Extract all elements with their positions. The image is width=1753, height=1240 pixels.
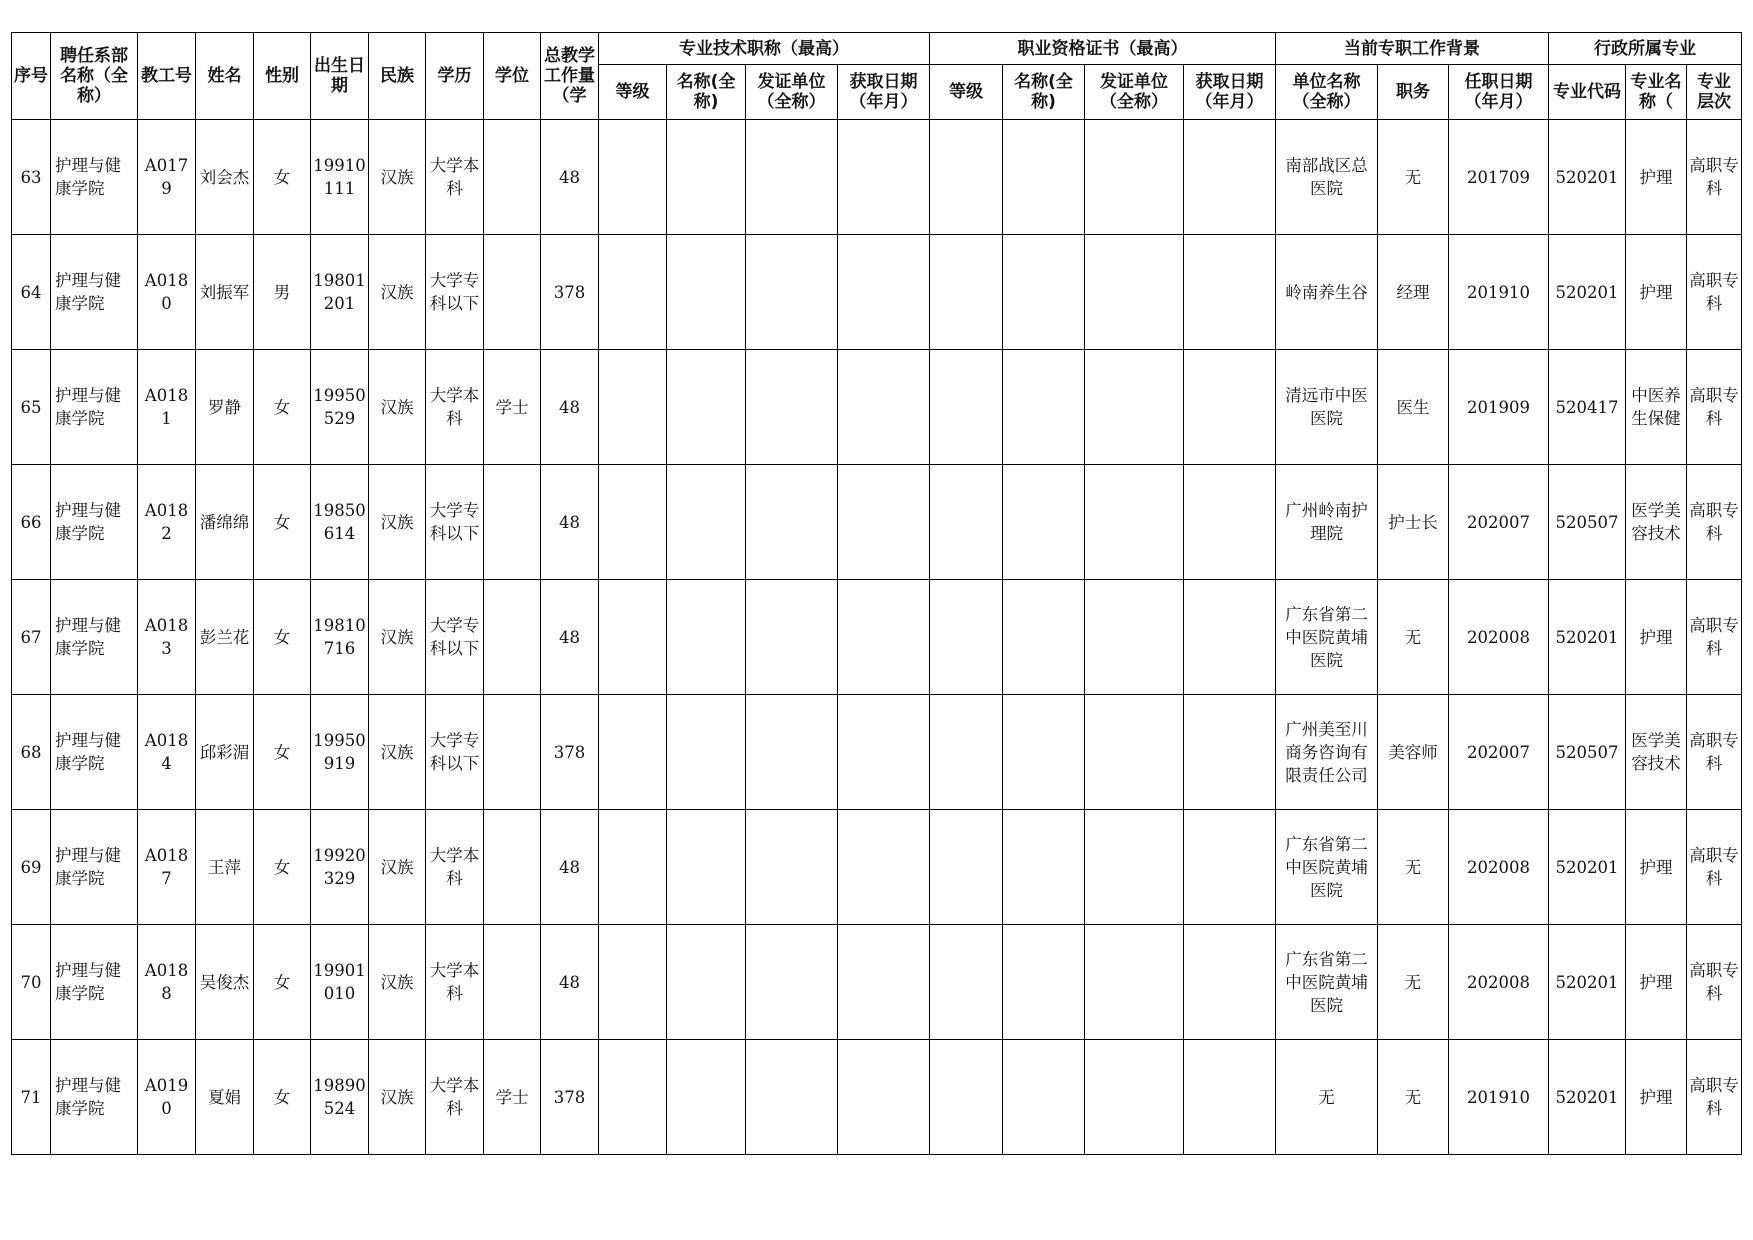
col-idx-header: 序号 bbox=[12, 33, 51, 120]
row-title-issuer-cell bbox=[746, 925, 838, 1040]
table-row bbox=[12, 465, 1742, 580]
row-major-code-cell: 520201 bbox=[1549, 580, 1626, 695]
row-major-code-cell: 520201 bbox=[1549, 810, 1626, 925]
row-workload-cell: 48 bbox=[541, 120, 599, 235]
row-birth-cell: 19910111 bbox=[311, 120, 369, 235]
row-title-issuer-cell bbox=[746, 695, 838, 810]
col-education-header: 学历 bbox=[426, 33, 484, 120]
row-job-post-cell: 无 bbox=[1378, 120, 1449, 235]
row-gender-cell: 女 bbox=[254, 810, 311, 925]
row-cert-level-cell bbox=[930, 695, 1003, 810]
row-dept-cell: 护理与健康学院 bbox=[51, 465, 138, 580]
row-major-level-cell: 高职专科 bbox=[1687, 580, 1742, 695]
row-birth-cell: 19920329 bbox=[311, 810, 369, 925]
row-job-unit-cell: 广东省第二中医院黄埔医院 bbox=[1276, 580, 1378, 695]
col-job-date-header: 任职日期（年月） bbox=[1449, 65, 1549, 120]
col-cert-issuer-header: 发证单位（全称） bbox=[1085, 65, 1184, 120]
row-staff-no-cell: A0190 bbox=[138, 1040, 196, 1155]
row-job-date-cell: 201709 bbox=[1449, 120, 1549, 235]
row-staff-no-cell: A0187 bbox=[138, 810, 196, 925]
row-major-name-cell: 护理 bbox=[1626, 580, 1687, 695]
col-cert-name-header: 名称(全称) bbox=[1003, 65, 1085, 120]
row-title-level-cell bbox=[599, 695, 667, 810]
row-cert-date-cell bbox=[1184, 465, 1276, 580]
row-job-post-cell: 经理 bbox=[1378, 235, 1449, 350]
col-title-level-header: 等级 bbox=[599, 65, 667, 120]
row-major-level-cell: 高职专科 bbox=[1687, 1040, 1742, 1155]
row-job-post-cell: 医生 bbox=[1378, 350, 1449, 465]
row-cert-name-cell bbox=[1003, 810, 1085, 925]
row-name-cell: 彭兰花 bbox=[196, 580, 254, 695]
row-education-cell: 大学本科 bbox=[426, 925, 484, 1040]
table-row bbox=[12, 925, 1742, 1040]
row-gender-cell: 女 bbox=[254, 350, 311, 465]
row-title-level-cell bbox=[599, 580, 667, 695]
row-major-code-cell: 520507 bbox=[1549, 465, 1626, 580]
row-job-unit-cell: 广东省第二中医院黄埔医院 bbox=[1276, 810, 1378, 925]
row-cert-date-cell bbox=[1184, 925, 1276, 1040]
row-job-unit-cell: 岭南养生谷 bbox=[1276, 235, 1378, 350]
row-gender-cell: 女 bbox=[254, 580, 311, 695]
row-job-post-cell: 无 bbox=[1378, 810, 1449, 925]
row-idx-cell: 63 bbox=[12, 120, 51, 235]
row-cert-name-cell bbox=[1003, 235, 1085, 350]
row-job-date-cell: 201910 bbox=[1449, 1040, 1549, 1155]
row-title-level-cell bbox=[599, 810, 667, 925]
row-cert-level-cell bbox=[930, 925, 1003, 1040]
row-name-cell: 潘绵绵 bbox=[196, 465, 254, 580]
row-cert-issuer-cell bbox=[1085, 580, 1184, 695]
row-education-cell: 大学本科 bbox=[426, 120, 484, 235]
table-row bbox=[12, 810, 1742, 925]
row-workload-cell: 48 bbox=[541, 350, 599, 465]
row-staff-no-cell: A0181 bbox=[138, 350, 196, 465]
row-major-name-cell: 护理 bbox=[1626, 235, 1687, 350]
row-title-level-cell bbox=[599, 350, 667, 465]
row-cert-date-cell bbox=[1184, 120, 1276, 235]
row-ethnicity-cell: 汉族 bbox=[369, 695, 426, 810]
row-title-date-cell bbox=[838, 1040, 930, 1155]
row-job-unit-cell: 广东省第二中医院黄埔医院 bbox=[1276, 925, 1378, 1040]
row-title-date-cell bbox=[838, 120, 930, 235]
row-cert-name-cell bbox=[1003, 350, 1085, 465]
row-birth-cell: 19890524 bbox=[311, 1040, 369, 1155]
row-cert-level-cell bbox=[930, 350, 1003, 465]
row-gender-cell: 女 bbox=[254, 465, 311, 580]
row-job-date-cell: 201910 bbox=[1449, 235, 1549, 350]
row-degree-cell bbox=[484, 120, 541, 235]
row-major-name-cell: 中医养生保健 bbox=[1626, 350, 1687, 465]
row-title-date-cell bbox=[838, 580, 930, 695]
row-job-post-cell: 无 bbox=[1378, 925, 1449, 1040]
row-title-issuer-cell bbox=[746, 350, 838, 465]
row-title-issuer-cell bbox=[746, 235, 838, 350]
group-major-header: 行政所属专业 bbox=[1549, 33, 1742, 65]
row-major-code-cell: 520201 bbox=[1549, 235, 1626, 350]
row-title-date-cell bbox=[838, 695, 930, 810]
row-major-name-cell: 护理 bbox=[1626, 810, 1687, 925]
row-staff-no-cell: A0182 bbox=[138, 465, 196, 580]
row-major-code-cell: 520201 bbox=[1549, 1040, 1626, 1155]
major-name-header-text: 专业名称（ bbox=[1630, 72, 1682, 112]
row-degree-cell: 学士 bbox=[484, 350, 541, 465]
row-name-cell: 吴俊杰 bbox=[196, 925, 254, 1040]
row-education-cell: 大学本科 bbox=[426, 810, 484, 925]
row-title-name-cell bbox=[667, 580, 746, 695]
row-job-post-cell: 护士长 bbox=[1378, 465, 1449, 580]
row-title-level-cell bbox=[599, 465, 667, 580]
row-cert-issuer-cell bbox=[1085, 1040, 1184, 1155]
row-title-name-cell bbox=[667, 1040, 746, 1155]
row-cert-date-cell bbox=[1184, 695, 1276, 810]
row-workload-cell: 48 bbox=[541, 580, 599, 695]
row-degree-cell bbox=[484, 580, 541, 695]
col-gender-header: 性别 bbox=[254, 33, 311, 120]
row-cert-level-cell bbox=[930, 1040, 1003, 1155]
row-staff-no-cell: A0188 bbox=[138, 925, 196, 1040]
row-cert-issuer-cell bbox=[1085, 695, 1184, 810]
row-cert-name-cell bbox=[1003, 1040, 1085, 1155]
row-ethnicity-cell: 汉族 bbox=[369, 925, 426, 1040]
row-cert-level-cell bbox=[930, 235, 1003, 350]
row-major-name-cell: 医学美容技术 bbox=[1626, 695, 1687, 810]
col-cert-date-header: 获取日期（年月） bbox=[1184, 65, 1276, 120]
row-title-level-cell bbox=[599, 925, 667, 1040]
staff-table bbox=[11, 32, 1742, 1155]
row-name-cell: 邱彩湄 bbox=[196, 695, 254, 810]
group-cert-header: 职业资格证书（最高） bbox=[930, 33, 1276, 65]
row-major-level-cell: 高职专科 bbox=[1687, 925, 1742, 1040]
row-cert-level-cell bbox=[930, 465, 1003, 580]
row-name-cell: 罗静 bbox=[196, 350, 254, 465]
table-row bbox=[12, 695, 1742, 810]
row-title-name-cell bbox=[667, 350, 746, 465]
row-education-cell: 大学专科以下 bbox=[426, 580, 484, 695]
col-workload-header bbox=[541, 33, 599, 120]
row-idx-cell: 69 bbox=[12, 810, 51, 925]
row-ethnicity-cell: 汉族 bbox=[369, 350, 426, 465]
col-major-name-header bbox=[1626, 65, 1687, 120]
row-dept-cell: 护理与健康学院 bbox=[51, 695, 138, 810]
row-job-unit-cell: 清远市中医医院 bbox=[1276, 350, 1378, 465]
row-job-post-cell: 无 bbox=[1378, 580, 1449, 695]
row-cert-date-cell bbox=[1184, 580, 1276, 695]
row-job-date-cell: 201909 bbox=[1449, 350, 1549, 465]
row-gender-cell: 女 bbox=[254, 120, 311, 235]
row-major-name-cell: 医学美容技术 bbox=[1626, 465, 1687, 580]
row-cert-issuer-cell bbox=[1085, 925, 1184, 1040]
row-ethnicity-cell: 汉族 bbox=[369, 810, 426, 925]
row-title-issuer-cell bbox=[746, 810, 838, 925]
row-cert-issuer-cell bbox=[1085, 235, 1184, 350]
row-major-name-cell: 护理 bbox=[1626, 1040, 1687, 1155]
row-staff-no-cell: A0183 bbox=[138, 580, 196, 695]
row-idx-cell: 67 bbox=[12, 580, 51, 695]
row-workload-cell: 48 bbox=[541, 465, 599, 580]
row-job-post-cell: 无 bbox=[1378, 1040, 1449, 1155]
col-job-post-header: 职务 bbox=[1378, 65, 1449, 120]
col-staff-no-header: 教工号 bbox=[138, 33, 196, 120]
row-degree-cell bbox=[484, 925, 541, 1040]
row-staff-no-cell: A0184 bbox=[138, 695, 196, 810]
row-degree-cell: 学士 bbox=[484, 1040, 541, 1155]
row-title-name-cell bbox=[667, 465, 746, 580]
col-title-date-header: 获取日期（年月） bbox=[838, 65, 930, 120]
row-title-level-cell bbox=[599, 235, 667, 350]
row-cert-level-cell bbox=[930, 120, 1003, 235]
row-cert-date-cell bbox=[1184, 1040, 1276, 1155]
table-row bbox=[12, 580, 1742, 695]
row-gender-cell: 女 bbox=[254, 925, 311, 1040]
row-title-date-cell bbox=[838, 350, 930, 465]
row-major-level-cell: 高职专科 bbox=[1687, 465, 1742, 580]
row-dept-cell: 护理与健康学院 bbox=[51, 350, 138, 465]
row-major-code-cell: 520417 bbox=[1549, 350, 1626, 465]
row-ethnicity-cell: 汉族 bbox=[369, 580, 426, 695]
row-major-level-cell: 高职专科 bbox=[1687, 235, 1742, 350]
row-cert-level-cell bbox=[930, 580, 1003, 695]
row-title-date-cell bbox=[838, 925, 930, 1040]
row-job-unit-cell: 南部战区总医院 bbox=[1276, 120, 1378, 235]
row-cert-name-cell bbox=[1003, 580, 1085, 695]
row-ethnicity-cell: 汉族 bbox=[369, 1040, 426, 1155]
row-birth-cell: 19850614 bbox=[311, 465, 369, 580]
row-cert-date-cell bbox=[1184, 810, 1276, 925]
row-education-cell: 大学本科 bbox=[426, 350, 484, 465]
row-job-date-cell: 202008 bbox=[1449, 925, 1549, 1040]
col-job-unit-header: 单位名称（全称） bbox=[1276, 65, 1378, 120]
row-workload-cell: 378 bbox=[541, 695, 599, 810]
row-title-issuer-cell bbox=[746, 465, 838, 580]
row-degree-cell bbox=[484, 810, 541, 925]
col-cert-level-header: 等级 bbox=[930, 65, 1003, 120]
row-dept-cell: 护理与健康学院 bbox=[51, 235, 138, 350]
row-title-name-cell bbox=[667, 810, 746, 925]
row-cert-name-cell bbox=[1003, 120, 1085, 235]
row-cert-name-cell bbox=[1003, 925, 1085, 1040]
col-birth-header: 出生日期 bbox=[311, 33, 369, 120]
row-birth-cell: 19801201 bbox=[311, 235, 369, 350]
row-education-cell: 大学本科 bbox=[426, 1040, 484, 1155]
row-major-code-cell: 520201 bbox=[1549, 925, 1626, 1040]
row-cert-level-cell bbox=[930, 810, 1003, 925]
row-degree-cell bbox=[484, 235, 541, 350]
row-workload-cell: 48 bbox=[541, 925, 599, 1040]
row-major-level-cell: 高职专科 bbox=[1687, 350, 1742, 465]
row-title-issuer-cell bbox=[746, 120, 838, 235]
group-job-header: 当前专职工作背景 bbox=[1276, 33, 1549, 65]
row-dept-cell: 护理与健康学院 bbox=[51, 810, 138, 925]
row-cert-date-cell bbox=[1184, 235, 1276, 350]
row-gender-cell: 男 bbox=[254, 235, 311, 350]
row-title-level-cell bbox=[599, 1040, 667, 1155]
row-cert-date-cell bbox=[1184, 350, 1276, 465]
row-cert-name-cell bbox=[1003, 695, 1085, 810]
row-staff-no-cell: A0179 bbox=[138, 120, 196, 235]
row-birth-cell: 19901010 bbox=[311, 925, 369, 1040]
row-title-name-cell bbox=[667, 925, 746, 1040]
row-idx-cell: 65 bbox=[12, 350, 51, 465]
row-major-name-cell: 护理 bbox=[1626, 925, 1687, 1040]
row-major-level-cell: 高职专科 bbox=[1687, 120, 1742, 235]
row-cert-issuer-cell bbox=[1085, 810, 1184, 925]
row-job-date-cell: 202007 bbox=[1449, 695, 1549, 810]
row-dept-cell: 护理与健康学院 bbox=[51, 1040, 138, 1155]
row-job-unit-cell: 无 bbox=[1276, 1040, 1378, 1155]
row-dept-cell: 护理与健康学院 bbox=[51, 925, 138, 1040]
row-birth-cell: 19810716 bbox=[311, 580, 369, 695]
col-ethnicity-header: 民族 bbox=[369, 33, 426, 120]
table-row bbox=[12, 235, 1742, 350]
row-education-cell: 大学专科以下 bbox=[426, 235, 484, 350]
row-title-date-cell bbox=[838, 235, 930, 350]
col-title-name-header: 名称(全称) bbox=[667, 65, 746, 120]
row-title-issuer-cell bbox=[746, 580, 838, 695]
col-major-level-header: 专业层次 bbox=[1687, 65, 1742, 120]
row-staff-no-cell: A0180 bbox=[138, 235, 196, 350]
row-title-level-cell bbox=[599, 120, 667, 235]
row-workload-cell: 378 bbox=[541, 235, 599, 350]
row-job-post-cell: 美容师 bbox=[1378, 695, 1449, 810]
row-degree-cell bbox=[484, 695, 541, 810]
col-name-header: 姓名 bbox=[196, 33, 254, 120]
row-title-date-cell bbox=[838, 465, 930, 580]
row-idx-cell: 70 bbox=[12, 925, 51, 1040]
row-job-date-cell: 202008 bbox=[1449, 810, 1549, 925]
row-workload-cell: 48 bbox=[541, 810, 599, 925]
row-major-code-cell: 520201 bbox=[1549, 120, 1626, 235]
row-gender-cell: 女 bbox=[254, 695, 311, 810]
row-idx-cell: 71 bbox=[12, 1040, 51, 1155]
row-name-cell: 刘振军 bbox=[196, 235, 254, 350]
table-row bbox=[12, 350, 1742, 465]
row-major-level-cell: 高职专科 bbox=[1687, 810, 1742, 925]
row-education-cell: 大学专科以下 bbox=[426, 465, 484, 580]
row-major-level-cell: 高职专科 bbox=[1687, 695, 1742, 810]
row-major-code-cell: 520507 bbox=[1549, 695, 1626, 810]
row-title-name-cell bbox=[667, 235, 746, 350]
row-title-date-cell bbox=[838, 810, 930, 925]
col-degree-header: 学位 bbox=[484, 33, 541, 120]
row-education-cell: 大学专科以下 bbox=[426, 695, 484, 810]
row-name-cell: 夏娟 bbox=[196, 1040, 254, 1155]
table-row bbox=[12, 120, 1742, 235]
col-title-issuer-header: 发证单位（全称） bbox=[746, 65, 838, 120]
row-idx-cell: 64 bbox=[12, 235, 51, 350]
row-cert-issuer-cell bbox=[1085, 465, 1184, 580]
row-gender-cell: 女 bbox=[254, 1040, 311, 1155]
table-body bbox=[12, 120, 1742, 1155]
group-title-header: 专业技术职称（最高） bbox=[599, 33, 930, 65]
row-birth-cell: 19950529 bbox=[311, 350, 369, 465]
row-ethnicity-cell: 汉族 bbox=[369, 120, 426, 235]
table-row bbox=[12, 1040, 1742, 1155]
row-dept-cell: 护理与健康学院 bbox=[51, 120, 138, 235]
row-title-name-cell bbox=[667, 120, 746, 235]
row-title-name-cell bbox=[667, 695, 746, 810]
row-birth-cell: 19950919 bbox=[311, 695, 369, 810]
header-row-top bbox=[12, 33, 1742, 65]
col-major-code-header: 专业代码 bbox=[1549, 65, 1626, 120]
row-name-cell: 王萍 bbox=[196, 810, 254, 925]
row-ethnicity-cell: 汉族 bbox=[369, 235, 426, 350]
col-dept-header: 聘任系部名称（全称） bbox=[51, 33, 138, 120]
row-job-date-cell: 202008 bbox=[1449, 580, 1549, 695]
row-title-issuer-cell bbox=[746, 1040, 838, 1155]
row-job-unit-cell: 广州美至川商务咨询有限责任公司 bbox=[1276, 695, 1378, 810]
row-idx-cell: 68 bbox=[12, 695, 51, 810]
row-cert-issuer-cell bbox=[1085, 120, 1184, 235]
row-job-unit-cell: 广州岭南护理院 bbox=[1276, 465, 1378, 580]
row-name-cell: 刘会杰 bbox=[196, 120, 254, 235]
row-workload-cell: 378 bbox=[541, 1040, 599, 1155]
row-degree-cell bbox=[484, 465, 541, 580]
row-major-name-cell: 护理 bbox=[1626, 120, 1687, 235]
row-cert-issuer-cell bbox=[1085, 350, 1184, 465]
workload-header-text: 总教学工作量（学 bbox=[544, 46, 595, 106]
row-dept-cell: 护理与健康学院 bbox=[51, 580, 138, 695]
row-job-date-cell: 202007 bbox=[1449, 465, 1549, 580]
row-idx-cell: 66 bbox=[12, 465, 51, 580]
row-cert-name-cell bbox=[1003, 465, 1085, 580]
row-ethnicity-cell: 汉族 bbox=[369, 465, 426, 580]
